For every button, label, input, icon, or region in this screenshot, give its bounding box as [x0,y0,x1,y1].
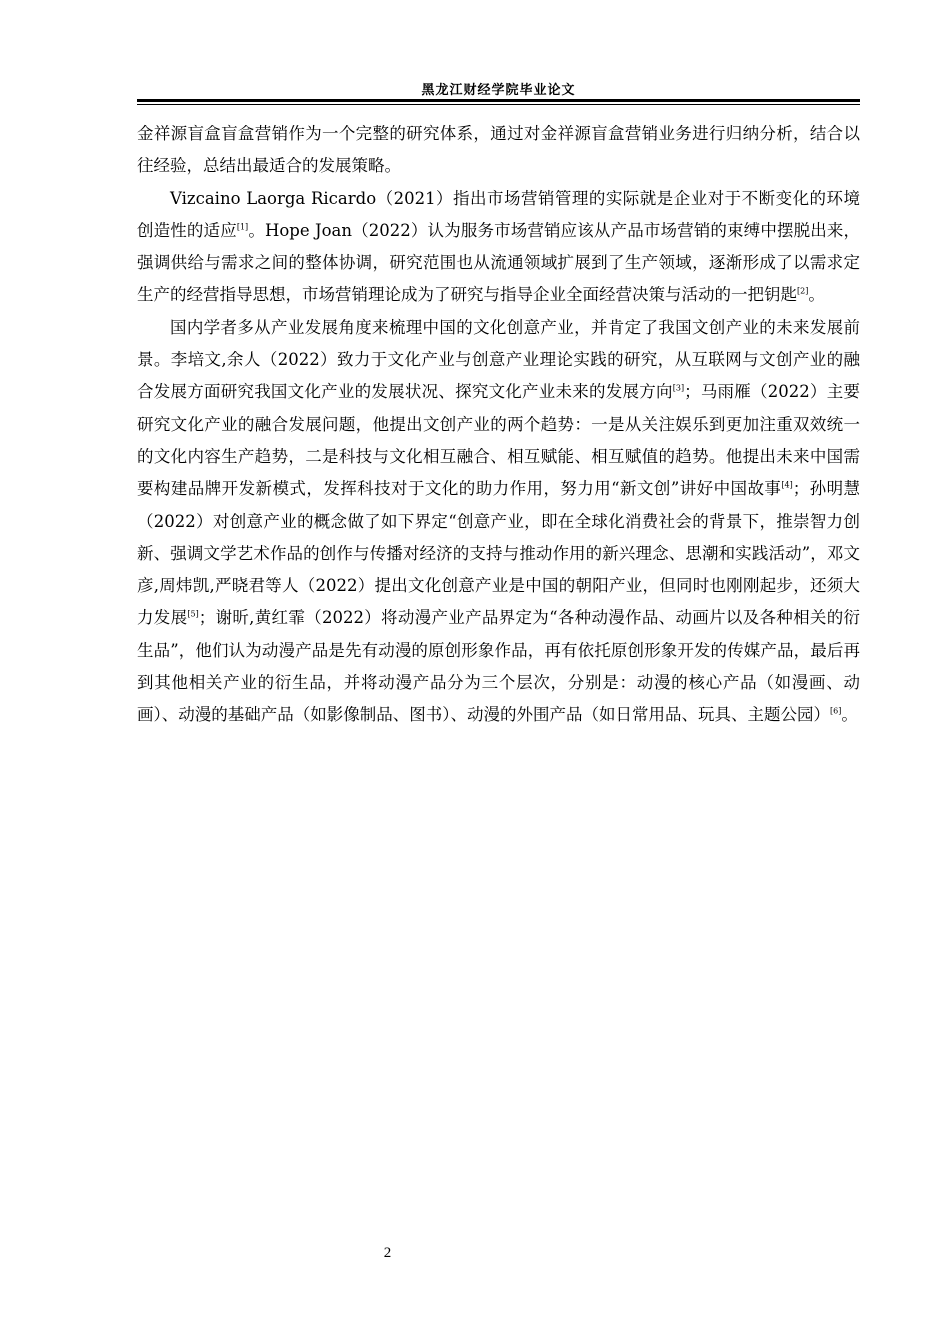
header-rule-thin [137,104,860,105]
citation-marker: [4] [781,480,793,490]
paragraph-text: 国内学者多从产业发展角度来梳理中国的文化创意产业，并肯定了我国文创产业的未来发展前景。李培文,余人（2022）致力于文化产业与创意产业理论实践的研究，从互联网与文创产业的融合发展方面研究我国文化产业的发展状况、探究文化产业未来的发展方向 [137,317,860,402]
running-header-title: 黑龙江财经学院毕业论文 [421,83,576,98]
paragraph-text: ；谢昕,黄红霏（2022）将动漫产业产品界定为“各种动漫作品、动画片以及各种相关的衍生品”，他们认为动漫产品是先有动漫的原创形象作品，再有依托原创形象开发的传媒产品，最后再到其他相关产业的衍生品，并将动漫产品分为三个层次，分别是：动漫的核心产品（如漫画、动画）、动漫的基础产品（如影像制品、图书）、动漫的外围产品（如日常用品、玩具、主题公园） [137,608,861,725]
paragraph-continuation [137,118,860,183]
paragraph-text: ；马雨雁（2022）主要研究文化产业的融合发展问题，他提出文创产业的两个趋势：一是从关注娱乐到更加注重双效统一的文化内容生产趋势，二是科技与文化相互融合、相互赋能、相互赋值的趋势。他提出未来中国需要构建品牌开发新模式，发挥科技对于文化的助力作用，努力用“新文创”讲好中国故事 [137,382,861,499]
paragraph-foreign-literature [137,183,860,312]
paragraph-text: 金祥源盲盒盲盒营销作为一个完整的研究体系，通过对金祥源盲盒营销业务进行归纳分析，结合以往经验，总结出最适合的发展策略。 [137,124,860,176]
citation-marker: [6] [830,706,842,716]
header-rule-thick [137,99,860,102]
citation-marker: [2] [797,286,809,296]
paragraph-domestic-literature [137,312,860,732]
citation-marker: [1] [236,222,249,232]
body-text [137,118,860,732]
paragraph-text: 。 [808,285,825,305]
page-number: 2 [383,1245,392,1261]
paragraph-text: 。Hope Joan（2022）认为服务市场营销应该从产品市场营销的束缚中摆脱出来，强调供给与需求之间的整体协调，研究范围也从流通领域扩展到了生产领域，逐渐形成了以需求定生产的经营指导思想，市场营销理论成为了研究与指导企业全面经营决策与活动的一把钥匙 [137,220,861,305]
paragraph-text: 。 [841,705,858,725]
citation-marker: [3] [672,383,685,393]
paragraph-text: ；孙明慧（2022）对创意产业的概念做了如下界定“创意产业，即在全球化消费社会的背景下，推崇智力创新、强调文学艺术作品的创作与传播对经济的支持与推动作用的新兴理念、思潮和实践活动”，邓文彦,周炜凯,严晓君等人（2022）提出文化创意产业是中国的朝阳产业，但同时也刚刚起步，还须大力发展 [137,479,861,628]
paragraph-text: Vizcaino Laorga Ricardo（2021）指出市场营销管理的实际就是企业对于不断变化的环境创造性的适应 [137,188,860,240]
citation-marker: [5] [187,609,199,619]
